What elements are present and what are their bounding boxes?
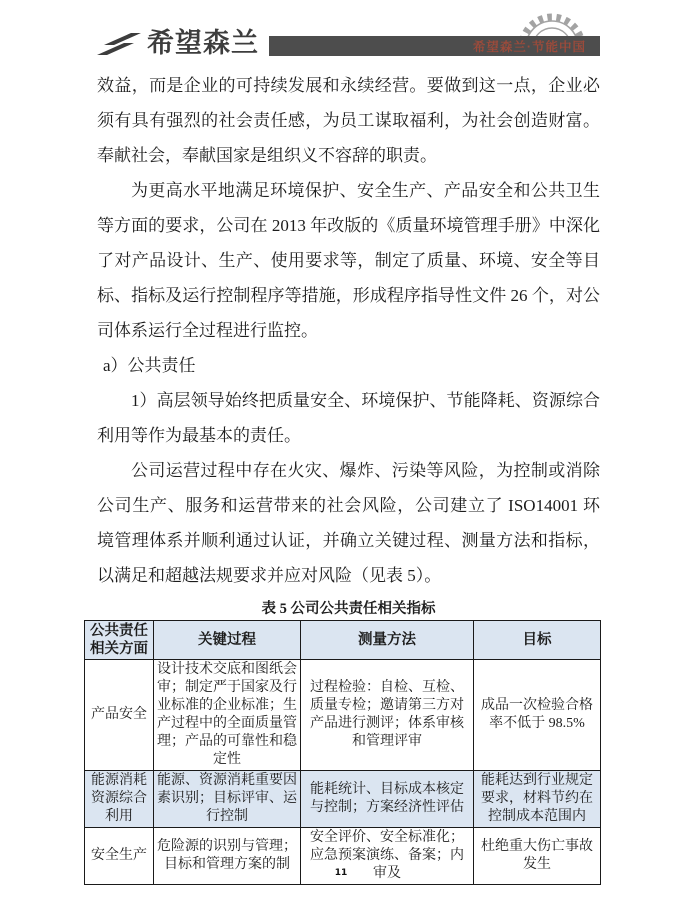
column-header-aspect: 公共责任相关方面 [85, 621, 154, 660]
table-cell-target: 杜绝重大伤亡事故发生 [474, 828, 601, 885]
table-title: 表 5 公司公共责任相关指标 [261, 601, 436, 617]
section-heading-public-responsibility: a）公共责任 [103, 356, 196, 375]
table-cell-aspect: 产品安全 [85, 660, 154, 771]
table-cell-measure: 安全评价、安全标准化；应急预案演练、备案；内审及 [301, 828, 474, 885]
banner-slogan: 希望森兰·节能中国 [472, 40, 586, 54]
table-cell-aspect: 能源消耗资源综合利用 [85, 771, 154, 828]
header-banner [269, 36, 600, 56]
logo-text: 希望森兰 [147, 28, 259, 58]
table-cell-process: 设计技术交底和图纸会审；制定严于国家及行业标准的企业标准；生产过程中的全面质量管理；产品的可靠性和稳定性 [154, 660, 301, 771]
table-cell-measure: 能耗统计、目标成本核定与控制；方案经济性评估 [301, 771, 474, 828]
column-header-target: 目标 [474, 621, 601, 660]
table-header-row [85, 621, 601, 660]
paragraph: 公司运营过程中存在火灾、爆炸、污染等风险，为控制或消除公司生产、服务和运营带来的社会风险，公司建立了 ISO14001 环境管理体系并顺利通过认证，并确立关键过程、测量方法和指标，以满足和超越法规要求并应对风险（见表 5）。 [97, 461, 600, 585]
table-row [85, 771, 601, 828]
column-header-measure: 测量方法 [301, 621, 474, 660]
table-cell-aspect: 安全生产 [85, 828, 154, 885]
document-body [97, 68, 600, 593]
company-logo [97, 30, 259, 57]
table-cell-process: 危险源的识别与管理；目标和管理方案的制 [154, 828, 301, 885]
paragraph-continuation: 效益，而是企业的可持续发展和永续经营。要做到这一点，企业必须有具有强烈的社会责任感，为员工谋取福利，为社会创造财富。奉献社会，奉献国家是组织义不容辞的职责。 [97, 76, 600, 165]
table-cell-process: 能源、资源消耗重要因素识别；目标评审、运行控制 [154, 771, 301, 828]
paragraph: 为更高水平地满足环境保护、安全生产、产品安全和公共卫生等方面的要求，公司在 2013 年改版的《质量环境管理手册》中深化了对产品设计、生产、使用要求等，制定了质量、环境、安全等目标、指标及运行控制程序等措施，形成程序指导性文件 26 个，对公司体系运行全过程进行监控。 [97, 181, 600, 340]
responsibility-indicators-table [84, 620, 601, 885]
logo-swoosh-icon [97, 31, 141, 57]
page-header [97, 0, 600, 62]
table-cell-target: 成品一次检验合格率不低于 98.5% [474, 660, 601, 771]
page-number: 11 [334, 868, 348, 878]
table-cell-target: 能耗达到行业规定要求，材料节约在控制成本范围内 [474, 771, 601, 828]
paragraph: 1）高层领导始终把质量安全、环境保护、节能降耗、资源综合利用等作为最基本的责任。 [97, 391, 600, 445]
column-header-process: 关键过程 [154, 621, 301, 660]
table-row [85, 660, 601, 771]
table-cell-measure: 过程检验：自检、互检、质量专检；邀请第三方对产品进行测评；体系审核和管理评审 [301, 660, 474, 771]
